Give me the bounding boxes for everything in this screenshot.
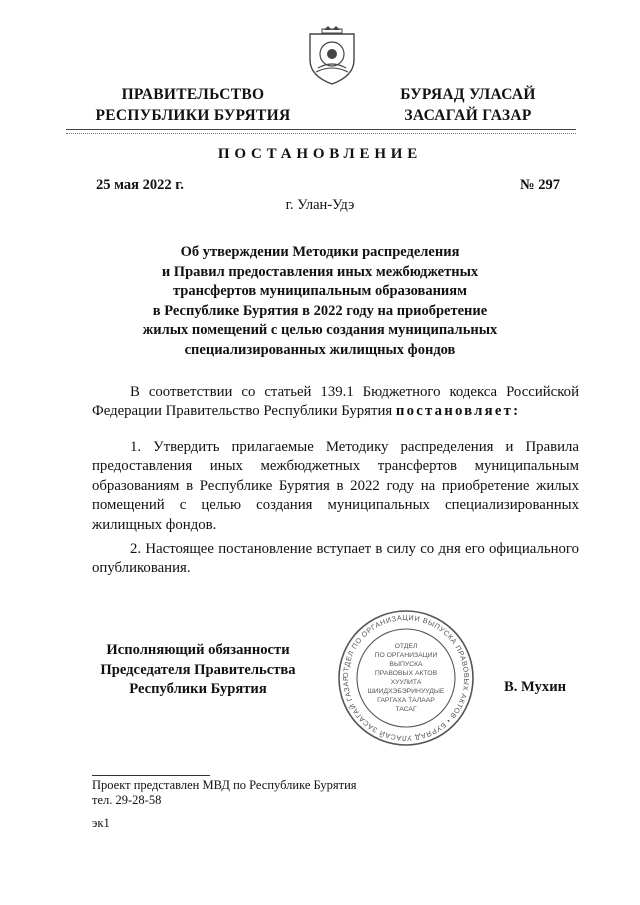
gov-name-bua-line2: ЗАСАГАЙ ГАЗАР [404,107,532,124]
header-divider-dotted [66,133,576,134]
svg-text:ТАСАГ: ТАСАГ [395,706,417,713]
subject-line: Об утверждении Методики распределения [180,244,460,260]
document-number: № 297 [520,177,560,193]
svg-text:ХУУЛИТА: ХУУЛИТА [390,679,422,686]
svg-text:ШИИДХЭБЭРИНУУДЫЕ: ШИИДХЭБЭРИНУУДЫЕ [367,688,445,695]
svg-text:ВЫПУСКА: ВЫПУСКА [389,661,423,668]
footer-note [92,778,357,808]
subject-line: и Правил предоставления иных межбюджетных [161,263,479,280]
subject-line: специализированных жилищных фондов [184,341,456,358]
gov-name-ru-line1: ПРАВИТЕЛЬСТВО [121,86,265,103]
clause-2-paragraph: 2. Настоящее постановление вступает в силу со дня его официального опубликования. [92,541,579,577]
svg-text:ОТДЕЛ ПО ОРГАНИЗАЦИИ ВЫПУСКА П: ОТДЕЛ ПО ОРГАНИЗАЦИИ ВЫПУСКА ПРАВОВЫХ АКТОВ • БУРЯАД УЛАСАЙ ЗАСАГАЙ ГАЗАР [340,612,472,744]
footer-divider [92,775,210,776]
document-type-title: ПОСТАНОВЛЕНИЕ [217,146,423,162]
coat-of-arms-icon [304,24,360,86]
signatory-name: В. Мухин [504,679,567,695]
signatory-position-line1: Исполняющий обязанности [106,642,290,658]
signatory-position-line2: Председателя Правительства [100,661,296,678]
gov-name-bua [378,84,558,126]
gov-name-ru-line2: РЕСПУБЛИКИ БУРЯТИЯ [95,107,291,124]
svg-text:ОТДЕЛ: ОТДЕЛ [394,643,418,650]
document-subject [130,243,510,361]
resolves-word: постановляет: [395,403,521,420]
gov-name-ru [88,84,298,126]
official-seal-stamp [336,608,476,748]
document-date: 25 мая 2022 г. [96,177,184,193]
footer-submitted-by: Проект представлен МВД по Республике Бурятия [92,778,357,792]
preamble-paragraph [92,383,579,422]
svg-text:ГАРГАХА ТАЛААР: ГАРГАХА ТАЛААР [377,697,435,704]
signatory-position [88,641,308,700]
subject-line: жилых помещений с целью создания муниципальных [142,322,498,339]
subject-line: в Республике Бурятия в 2022 году на приобретение [152,302,488,319]
preamble-text: В соответствии со статьей 139.1 Бюджетного кодекса Российской Федерации Правительство Республики Бурятия [92,384,579,420]
footer-phone: тел. 29-28-58 [92,793,162,807]
subject-line: трансфертов муниципальным образованиям [172,283,468,300]
signatory-position-line3: Республики Бурятия [129,681,267,698]
clause-1-paragraph: 1. Утвердить прилагаемые Методику распределения и Правила предоставления иных межбюджетных трансфертов муниципальным образованиям в Республике Бурятия в 2022 году на приобретение жилых помещений с целью создания муниципальных специализированных жилищных фондов. [92,439,579,533]
gov-name-bua-line1: БУРЯАД УЛАСАЙ [400,86,536,103]
svg-text:ПО ОРГАНИЗАЦИИ: ПО ОРГАНИЗАЦИИ [374,652,438,659]
footer-code: эк1 [92,816,110,830]
document-city: г. Улан-Удэ [285,197,355,213]
svg-text:ПРАВОВЫХ АКТОВ: ПРАВОВЫХ АКТОВ [374,670,438,677]
header-divider [66,129,576,130]
